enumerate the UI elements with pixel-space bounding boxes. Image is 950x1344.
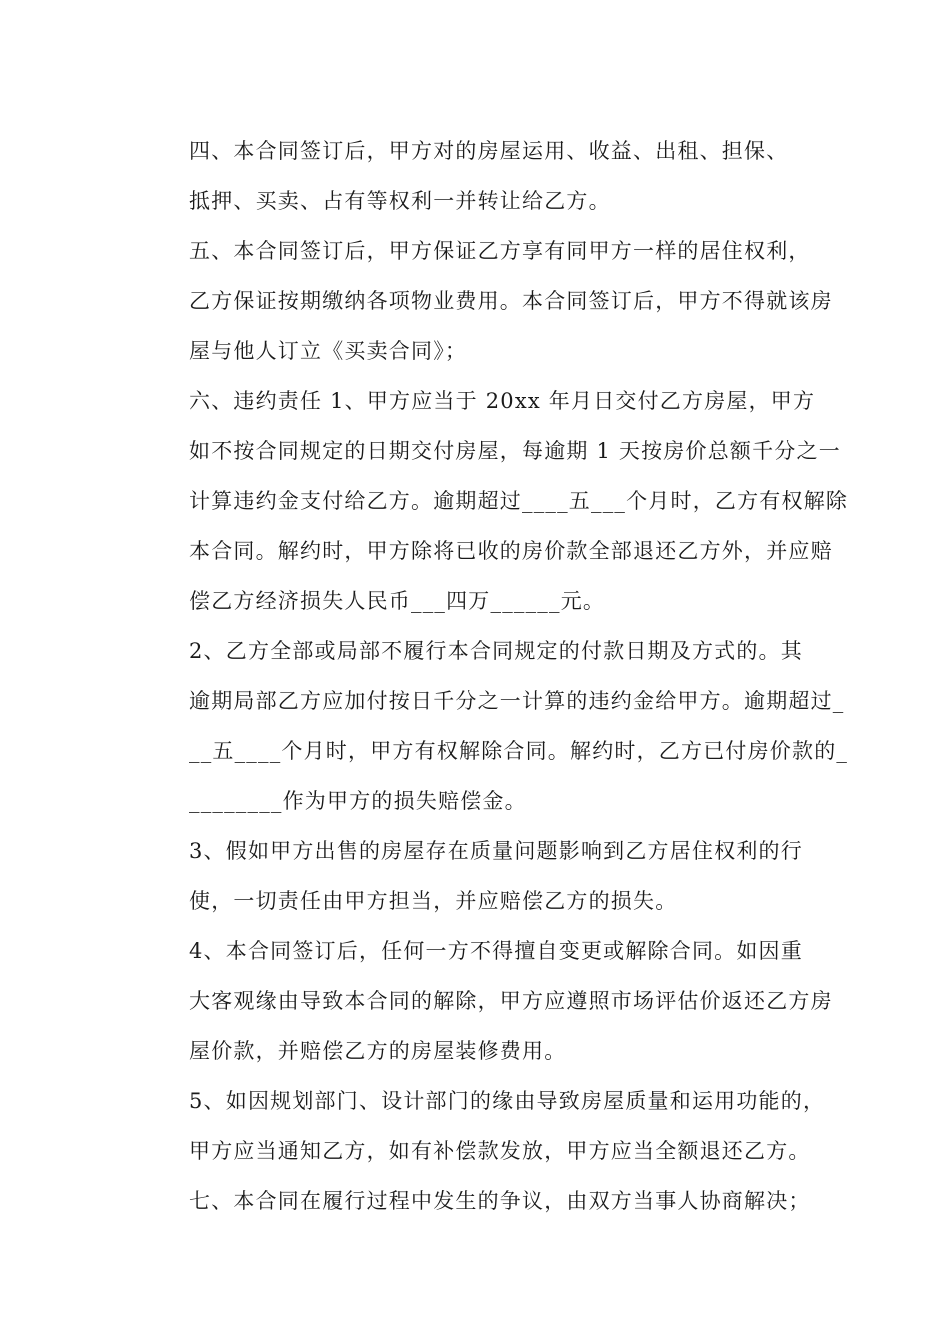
text-line: 乙方保证按期缴纳各项物业费用。本合同签订后，甲方不得就该房 [189,289,833,313]
clause-6-breach-liability [145,376,849,626]
text-line: 本合同。解约时，甲方除将已收的房价款全部退还乙方外，并应赔 [189,539,833,563]
text-line: 5、如因规划部门、设计部门的缘由导致房屋质量和运用功能的， [189,1089,826,1113]
clause-4-rights-transfer [145,126,810,226]
text-line: 六、违约责任 1、甲方应当于 20xx 年月日交付乙方房屋，甲方 [189,389,816,413]
text-line: 使，一切责任由甲方担当，并应赔偿乙方的损失。 [189,889,678,913]
text-line: 逾期局部乙方应加付按日千分之一计算的违约金给甲方。逾期超过_ [189,689,845,713]
clause-6-item-4 [145,926,833,1076]
text-line: 计算违约金支付给乙方。逾期超过____五___个月时，乙方有权解除 [189,489,849,513]
text-line: 屋价款，并赔偿乙方的房屋装修费用。 [189,1039,567,1063]
text-line: 五、本合同签订后，甲方保证乙方享有同甲方一样的居住权利， [189,239,811,263]
document-body [145,126,849,1226]
text-line: 四、本合同签订后，甲方对的房屋运用、收益、出租、担保、 [189,139,789,163]
text-line: 2、乙方全部或局部不履行本合同规定的付款日期及方式的。其 [189,639,803,663]
text-line: 大客观缘由导致本合同的解除，甲方应遵照市场评估价返还乙方房 [189,989,833,1013]
text-line: 甲方应当通知乙方，如有补偿款发放，甲方应当全额退还乙方。 [189,1139,811,1163]
text-line: 偿乙方经济损失人民币___四万______元。 [189,589,606,613]
text-line: 4、本合同签订后，任何一方不得擅自变更或解除合同。如因重 [189,939,803,963]
text-line: 如不按合同规定的日期交付房屋，每逾期 1 天按房价总额千分之一 [189,439,841,463]
text-line: 七、本合同在履行过程中发生的争议，由双方当事人协商解决； [189,1189,811,1213]
clause-7-dispute [145,1176,810,1226]
clause-6-item-5 [145,1076,826,1176]
text-line: ________作为甲方的损失赔偿金。 [189,789,527,813]
clause-6-item-3 [145,826,810,926]
clause-6-item-2 [145,626,849,826]
text-line: 3、假如甲方出售的房屋存在质量问题影响到乙方居住权利的行 [189,839,803,863]
clause-5-residence-rights [145,226,833,376]
text-line: 抵押、买卖、占有等权利一并转让给乙方。 [189,189,611,213]
text-line: __五____个月时，甲方有权解除合同。解约时，乙方已付房价款的_ [189,739,849,763]
text-line: 屋与他人订立《买卖合同》； [189,339,468,363]
